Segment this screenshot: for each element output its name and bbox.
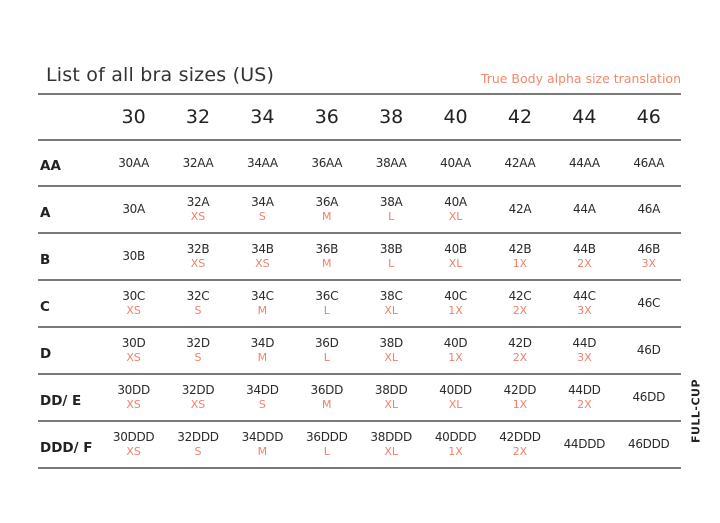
size-cell bbox=[101, 249, 165, 264]
size-cell bbox=[101, 430, 165, 459]
size-table bbox=[38, 93, 681, 469]
alpha-size: 2X bbox=[512, 351, 528, 364]
alpha-size: XS bbox=[126, 304, 141, 317]
us-size: 46C bbox=[637, 296, 661, 310]
size-cell bbox=[166, 430, 230, 459]
us-size: 42DDD bbox=[499, 430, 541, 444]
alpha-size: 3X bbox=[577, 304, 592, 317]
us-size: 46A bbox=[637, 202, 661, 216]
us-size: 34DDD bbox=[241, 430, 284, 444]
size-cell bbox=[359, 383, 423, 412]
alpha-size: 1X bbox=[512, 398, 528, 411]
size-cell bbox=[230, 289, 294, 318]
alpha-size: M bbox=[322, 398, 332, 411]
size-cell bbox=[166, 289, 230, 318]
alpha-size: L bbox=[388, 210, 395, 223]
us-size: 46DDD bbox=[627, 437, 670, 451]
size-cell bbox=[488, 242, 552, 271]
size-cell bbox=[423, 430, 487, 459]
band-header-30: 30 bbox=[121, 106, 146, 128]
alpha-size: S bbox=[194, 304, 202, 317]
alpha-size: L bbox=[388, 257, 395, 270]
us-size: 46B bbox=[637, 242, 661, 256]
size-cell bbox=[552, 289, 616, 318]
alpha-size: L bbox=[323, 445, 330, 458]
size-cell bbox=[295, 289, 359, 318]
alpha-size: M bbox=[322, 210, 332, 223]
size-cell bbox=[423, 242, 487, 271]
cup-label: D bbox=[40, 345, 52, 362]
band-header-44: 44 bbox=[572, 106, 597, 128]
table-row bbox=[38, 326, 681, 373]
us-size: 44A bbox=[573, 202, 596, 216]
us-size: 32AA bbox=[182, 155, 214, 170]
alpha-size: XS bbox=[255, 257, 270, 270]
size-cell bbox=[617, 390, 681, 405]
us-size: 42AA bbox=[504, 155, 536, 170]
size-cell bbox=[488, 156, 552, 171]
size-cell bbox=[295, 383, 359, 412]
size-cell bbox=[166, 156, 230, 171]
us-size: 42B bbox=[508, 242, 532, 256]
size-cell bbox=[423, 156, 487, 171]
size-cell bbox=[488, 336, 552, 365]
alpha-size: XS bbox=[190, 210, 206, 223]
size-cell bbox=[166, 336, 230, 365]
size-cell bbox=[552, 336, 616, 365]
us-size: 38B bbox=[379, 242, 403, 256]
size-cell bbox=[552, 383, 616, 412]
alpha-size: S bbox=[258, 398, 266, 411]
size-cell bbox=[423, 336, 487, 365]
size-cell bbox=[101, 383, 165, 412]
alpha-size: M bbox=[257, 304, 268, 317]
size-cell bbox=[359, 336, 423, 365]
alpha-size: 1X bbox=[448, 304, 463, 317]
size-cell bbox=[552, 202, 616, 217]
page-subtitle: True Body alpha size translation bbox=[480, 71, 681, 86]
us-size: 42A bbox=[508, 202, 532, 216]
size-cell bbox=[295, 430, 359, 459]
table-row bbox=[38, 232, 681, 279]
cup-label: DDD/ F bbox=[40, 439, 93, 456]
us-size: 46DD bbox=[632, 390, 666, 404]
us-size: 36C bbox=[315, 289, 339, 303]
band-header-32: 32 bbox=[185, 106, 211, 128]
us-size: 32DDD bbox=[177, 430, 219, 444]
us-size: 32C bbox=[186, 289, 210, 303]
size-cell bbox=[617, 202, 681, 217]
size-cell bbox=[423, 383, 487, 412]
size-cell bbox=[230, 156, 294, 171]
size-cell bbox=[230, 195, 294, 224]
us-size: 44DDD bbox=[563, 437, 606, 451]
us-size: 36DD bbox=[310, 383, 344, 397]
us-size: 34D bbox=[250, 336, 275, 350]
alpha-size: L bbox=[323, 304, 330, 317]
size-cell bbox=[101, 289, 165, 318]
cup-label: AA bbox=[40, 158, 61, 174]
us-size: 40DDD bbox=[434, 430, 477, 444]
alpha-size: S bbox=[194, 445, 202, 458]
table-row bbox=[38, 420, 681, 469]
table-row bbox=[38, 279, 681, 326]
table-row bbox=[38, 373, 681, 420]
band-header-46: 46 bbox=[636, 106, 661, 128]
alpha-size: 1X bbox=[512, 257, 528, 270]
us-size: 38DDD bbox=[370, 430, 412, 444]
us-size: 30DD bbox=[117, 383, 150, 397]
band-header-38: 38 bbox=[379, 106, 404, 128]
alpha-size: XL bbox=[448, 210, 463, 223]
us-size: 36AA bbox=[311, 155, 343, 170]
full-cup-text: FULL-CUP bbox=[689, 378, 703, 444]
us-size: 42D bbox=[508, 336, 532, 350]
size-cell bbox=[230, 430, 294, 459]
alpha-size: 2X bbox=[512, 445, 528, 458]
us-size: 40D bbox=[443, 336, 468, 350]
size-cell bbox=[295, 336, 359, 365]
size-cell bbox=[488, 289, 552, 318]
cup-label: C bbox=[40, 298, 50, 315]
size-cell bbox=[230, 242, 294, 271]
cup-label: DD/ E bbox=[40, 392, 82, 409]
size-cell bbox=[488, 202, 552, 217]
size-cell bbox=[552, 242, 616, 271]
size-cell bbox=[230, 336, 294, 365]
alpha-size: 1X bbox=[448, 445, 463, 458]
band-header-42: 42 bbox=[507, 106, 533, 128]
us-size: 32D bbox=[186, 336, 210, 350]
alpha-size: M bbox=[322, 257, 332, 270]
size-cell bbox=[166, 383, 230, 412]
us-size: 30B bbox=[122, 249, 145, 263]
us-size: 38C bbox=[379, 289, 403, 303]
us-size: 44DD bbox=[568, 383, 601, 397]
cup-label: B bbox=[40, 251, 51, 268]
us-size: 30D bbox=[121, 336, 146, 350]
alpha-size: XS bbox=[190, 257, 206, 270]
us-size: 32B bbox=[186, 242, 210, 256]
alpha-size: XS bbox=[190, 398, 206, 411]
alpha-size: XL bbox=[384, 398, 399, 411]
size-cell bbox=[488, 383, 552, 412]
size-cell bbox=[359, 195, 423, 224]
alpha-size: 2X bbox=[577, 257, 592, 270]
alpha-size: XS bbox=[126, 398, 141, 411]
page-title: List of all bra sizes (US) bbox=[46, 64, 275, 86]
us-size: 30AA bbox=[118, 155, 150, 170]
alpha-size: 2X bbox=[577, 398, 592, 411]
band-header-34: 34 bbox=[250, 106, 275, 128]
band-header-36: 36 bbox=[314, 106, 339, 128]
us-size: 44D bbox=[572, 336, 597, 350]
size-cell bbox=[230, 383, 294, 412]
us-size: 34B bbox=[251, 242, 274, 256]
size-cell bbox=[359, 430, 423, 459]
size-cell bbox=[617, 156, 681, 171]
us-size: 36D bbox=[314, 336, 339, 350]
us-size: 34C bbox=[251, 289, 274, 303]
band-header-40: 40 bbox=[443, 106, 468, 128]
us-size: 36A bbox=[315, 195, 339, 209]
us-size: 40C bbox=[444, 289, 467, 303]
band-header-row bbox=[38, 93, 681, 139]
alpha-size: XL bbox=[384, 445, 399, 458]
cup-label: A bbox=[40, 204, 51, 221]
us-size: 34DD bbox=[246, 383, 279, 397]
size-cell bbox=[423, 289, 487, 318]
size-cell bbox=[617, 343, 681, 358]
alpha-size: XL bbox=[384, 304, 399, 317]
alpha-size: XL bbox=[384, 351, 399, 364]
us-size: 44AA bbox=[568, 155, 600, 170]
us-size: 30A bbox=[122, 202, 145, 216]
us-size: 34AA bbox=[246, 155, 278, 170]
size-cell bbox=[166, 195, 230, 224]
alpha-size: 3X bbox=[577, 351, 592, 364]
size-cell bbox=[552, 437, 616, 452]
us-size: 36B bbox=[315, 242, 339, 256]
us-size: 38D bbox=[379, 336, 403, 350]
alpha-size: S bbox=[194, 351, 202, 364]
size-cell bbox=[295, 195, 359, 224]
size-cell bbox=[488, 430, 552, 459]
size-cell bbox=[295, 242, 359, 271]
alpha-size: 1X bbox=[448, 351, 463, 364]
size-cell bbox=[423, 195, 487, 224]
alpha-size: M bbox=[257, 351, 268, 364]
us-size: 32DD bbox=[181, 383, 215, 397]
alpha-size: XS bbox=[126, 351, 141, 364]
table-row bbox=[38, 185, 681, 232]
us-size: 44B bbox=[573, 242, 596, 256]
alpha-size: XL bbox=[448, 257, 463, 270]
us-size: 40DD bbox=[439, 383, 472, 397]
full-cup-label bbox=[685, 376, 707, 446]
alpha-size: M bbox=[257, 445, 268, 458]
us-size: 30C bbox=[122, 289, 145, 303]
size-cell bbox=[617, 296, 681, 311]
size-cell bbox=[101, 202, 165, 217]
us-size: 36DDD bbox=[306, 430, 348, 444]
us-size: 40A bbox=[444, 195, 467, 209]
alpha-size: XL bbox=[448, 398, 463, 411]
us-size: 32A bbox=[186, 195, 210, 209]
us-size: 38DD bbox=[374, 383, 408, 397]
size-cell bbox=[617, 437, 681, 452]
size-cell bbox=[101, 156, 165, 171]
us-size: 30DDD bbox=[112, 430, 155, 444]
us-size: 34A bbox=[251, 195, 274, 209]
us-size: 40B bbox=[444, 242, 467, 256]
size-cell bbox=[552, 156, 616, 171]
us-size: 38A bbox=[379, 195, 403, 209]
us-size: 38AA bbox=[375, 155, 407, 170]
size-cell bbox=[359, 242, 423, 271]
size-cell bbox=[166, 242, 230, 271]
alpha-size: L bbox=[323, 351, 330, 364]
us-size: 44C bbox=[572, 289, 596, 303]
alpha-size: XS bbox=[126, 445, 141, 458]
us-size: 42DD bbox=[503, 383, 537, 397]
table-row bbox=[38, 139, 681, 185]
size-cell bbox=[359, 289, 423, 318]
us-size: 46AA bbox=[633, 155, 665, 170]
us-size: 40AA bbox=[440, 155, 471, 170]
size-cell bbox=[295, 156, 359, 171]
size-cell bbox=[101, 336, 165, 365]
us-size: 46D bbox=[636, 343, 661, 357]
us-size: 42C bbox=[508, 289, 532, 303]
size-cell bbox=[617, 242, 681, 271]
alpha-size: S bbox=[258, 210, 266, 223]
size-cell bbox=[359, 156, 423, 171]
alpha-size: 3X bbox=[641, 257, 657, 270]
alpha-size: 2X bbox=[512, 304, 528, 317]
